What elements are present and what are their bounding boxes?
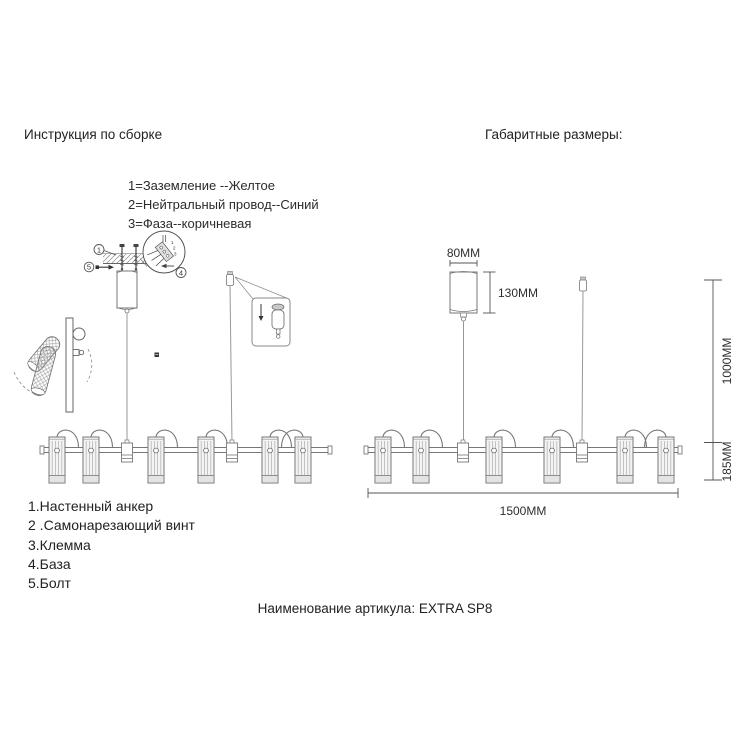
dim-label-1000mm: 1000MM [720,337,734,385]
callout-bolt-number: 5 [86,262,92,272]
wire-connector-left [227,272,234,444]
dim-vertical [704,280,734,482]
parts-list [28,497,195,593]
assembly-title: Инструкция по сборке [24,127,163,142]
dim-canopy-height [483,272,538,313]
parts-list-item-screw: 2 .Самонарезающий винт [28,517,195,534]
wire-connector-right [580,277,587,444]
dim-bar-length [368,488,678,518]
connector-detail-box [235,277,290,346]
wire-legend-line-phase: 3=Фаза--коричневая [128,216,252,231]
callout-anchor-number: 1 [96,245,102,255]
article-name: Наименование артикула: EXTRA SP8 [257,601,493,616]
small-fastener-mark [155,353,160,358]
callout-base-number: 4 [178,268,184,278]
parts-list-item-anchor: 1.Настенный анкер [28,498,154,514]
chandelier-left [40,430,332,483]
dim-canopy-width [447,246,480,267]
parts-list-item-terminal: 3.Клемма [28,536,91,553]
terminal-detail-circle [140,231,185,273]
mount-post [66,318,73,412]
wire-legend-line-neutral: 2=Нейтральный провод--Синий [128,197,319,212]
dimensions-title: Габаритные размеры: [485,127,623,142]
wire-number-3: 3 [174,251,177,257]
suspension-wire [582,291,583,444]
wire-legend [128,176,319,233]
dimension-diagram [364,246,734,518]
wire-number-2: 2 [173,245,176,251]
wire-legend-line-ground: 1=Заземление --Желтое [128,178,275,193]
chandelier-right [364,430,682,483]
dim-label-185mm: 185MM [720,441,734,482]
dim-label-130mm: 130MM [498,286,539,300]
wire-number-1: 1 [171,240,174,245]
swivel-shade-detail [14,318,92,412]
dim-label-1500mm: 1500MM [499,504,547,518]
assembly-diagram [14,231,332,483]
suspension-wire [230,286,232,444]
parts-list-item-bolt: 5.Болт [28,575,71,592]
canopy-left [117,271,137,444]
dim-label-80mm: 80MM [446,246,481,260]
canopy-right [450,272,477,444]
parts-list-item-base: 4.База [28,555,71,572]
bolt-arrow-icon [96,265,115,270]
